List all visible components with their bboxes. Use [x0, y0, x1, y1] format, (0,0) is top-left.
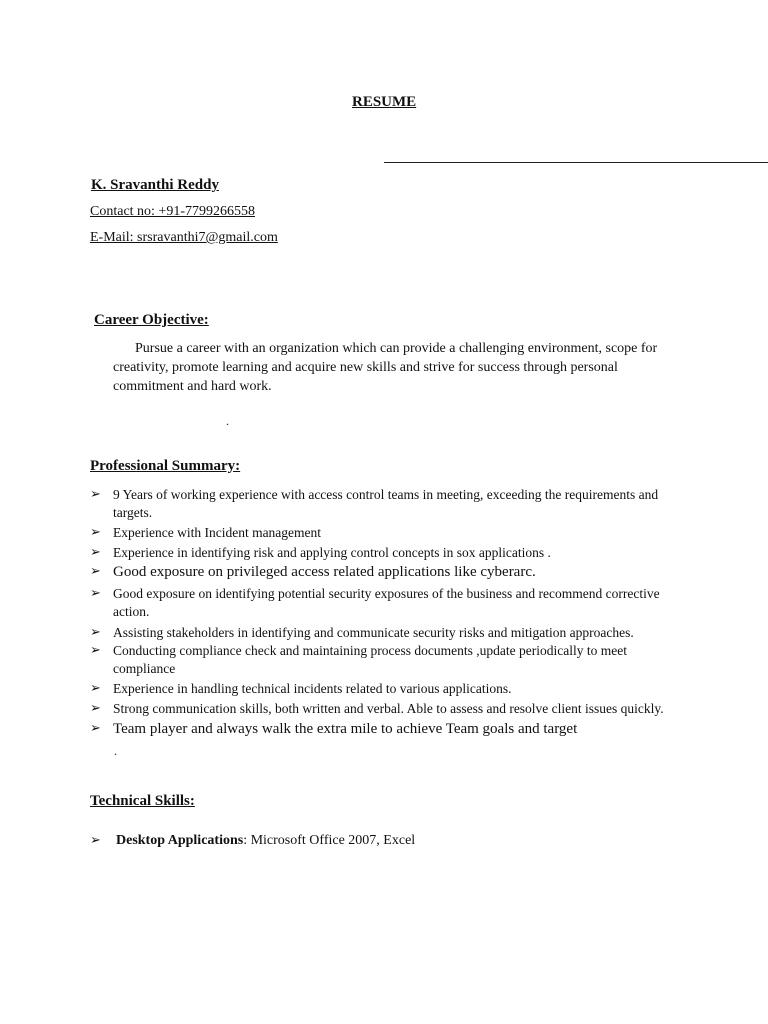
summary-item-text: Good exposure on privileged access related applications like cyberarc.	[113, 564, 536, 580]
summary-item-text: Experience in handling technical incidents related to various applications.	[113, 681, 512, 696]
email-address: E-Mail: srsravanthi7@gmail.com	[90, 230, 278, 245]
career-objective-body: Pursue a career with an organization which can provide a challenging environment, scope for creativity, promote learning and acquire new skills and strive for success through personal commitment and hard work.	[113, 341, 658, 394]
arrowhead-bullet-icon: ➢	[90, 701, 101, 716]
summary-item-text: Team player and always walk the extra mile to achieve Team goals and target	[113, 721, 578, 737]
arrowhead-bullet-icon: ➢	[90, 487, 101, 502]
arrowhead-bullet-icon: ➢	[90, 681, 101, 696]
arrowhead-bullet-icon: ➢	[90, 721, 101, 736]
header-divider	[384, 162, 768, 163]
arrowhead-bullet-icon: ➢	[90, 586, 101, 601]
stray-period-mark: .	[226, 414, 229, 428]
contact-number: Contact no: +91-7799266558	[90, 204, 255, 219]
document-title: RESUME	[352, 94, 417, 110]
summary-item-text: Conducting compliance check and maintaining process documents ,update periodically to meet compliance	[113, 643, 627, 676]
career-objective-text	[113, 339, 673, 396]
arrowhead-bullet-icon: ➢	[90, 643, 101, 658]
professional-summary-heading: Professional Summary:	[90, 458, 241, 474]
summary-item-text: Experience in identifying risk and applying control concepts in sox applications .	[113, 545, 551, 560]
arrowhead-bullet-icon: ➢	[90, 564, 101, 579]
arrowhead-bullet-icon: ➢	[90, 625, 101, 640]
summary-item-text: Experience with Incident management	[113, 525, 322, 540]
stray-period-mark: .	[114, 744, 117, 758]
summary-item-text: Strong communication skills, both written and verbal. Able to assess and resolve client issues quickly.	[113, 701, 664, 716]
summary-item-text: Assisting stakeholders in identifying and communicate security risks and mitigation approaches.	[113, 625, 634, 640]
technical-skills-heading: Technical Skills:	[90, 793, 195, 809]
technical-skill-text	[116, 832, 686, 850]
arrowhead-bullet-icon: ➢	[90, 545, 101, 560]
candidate-name: K. Sravanthi Reddy	[91, 177, 219, 193]
arrowhead-bullet-icon: ➢	[90, 833, 101, 848]
arrowhead-bullet-icon: ➢	[90, 525, 101, 540]
career-objective-heading: Career Objective:	[94, 312, 209, 328]
skill-value: : Microsoft Office 2007, Excel	[243, 833, 416, 848]
summary-item-text: 9 Years of working experience with access control teams in meeting, exceeding the requirements and targets.	[113, 487, 659, 520]
skill-label: Desktop Applications	[116, 833, 244, 848]
summary-item-text: Good exposure on identifying potential security exposures of the business and recommend corrective action.	[113, 586, 660, 619]
